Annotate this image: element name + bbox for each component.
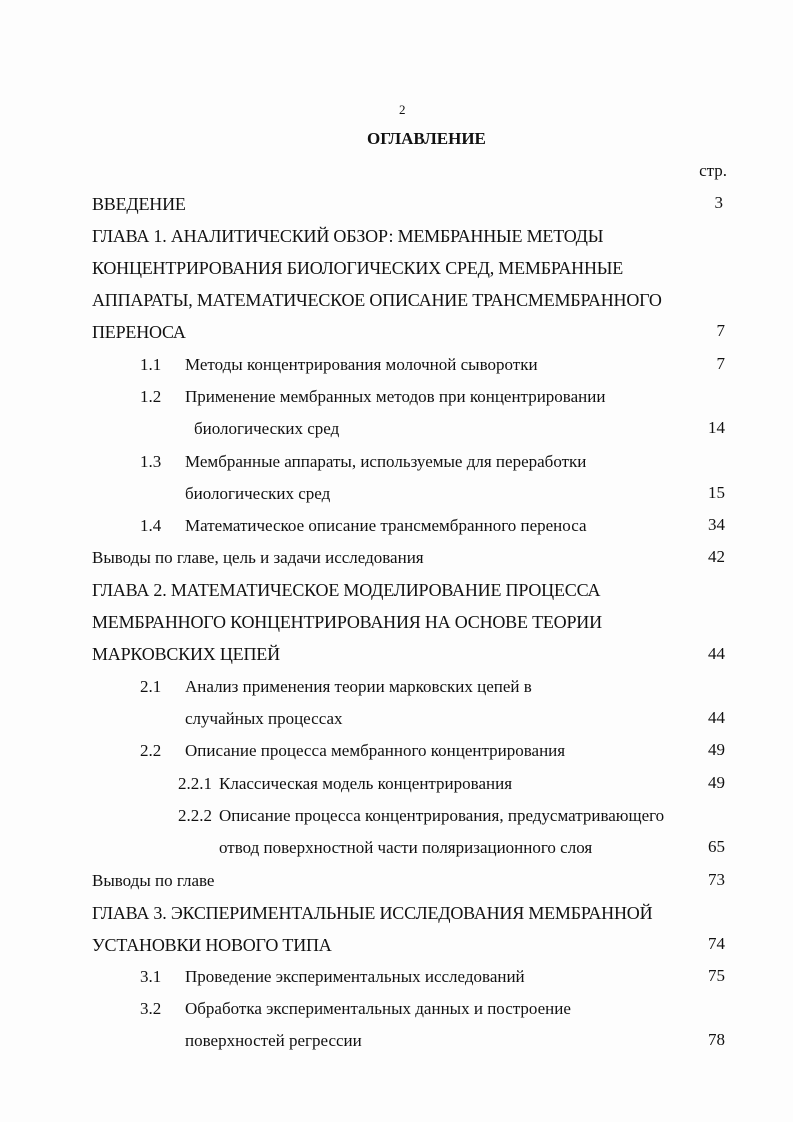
toc-conclusions-chapter-2: Выводы по главе [92,871,215,890]
toc-chapter-3-line-1: ГЛАВА 3. ЭКСПЕРИМЕНТАЛЬНЫЕ ИССЛЕДОВАНИЯ МЕМБРАННОЙ [92,903,653,923]
page-column-label: стр. [699,161,727,180]
toc-section-title: Обработка экспериментальных данных и построение [185,999,571,1018]
toc-subsection-title: Описание процесса концентрирования, предусматривающего [219,806,665,825]
toc-page-conclusions-1: 42 [708,547,725,566]
toc-section-num: 3.2 [140,999,162,1018]
toc-page-conclusions-2: 73 [708,870,725,889]
toc-chapter-2-line-1: ГЛАВА 2. МАТЕМАТИЧЕСКОЕ МОДЕЛИРОВАНИЕ ПРОЦЕССА [92,580,601,600]
toc-section-page: 15 [708,483,725,502]
toc-section-title: Математическое описание трансмембранного переноса [185,516,587,535]
toc-section-num: 2.1 [140,677,162,696]
toc-chapter-1-line-2: КОНЦЕНТРИРОВАНИЯ БИОЛОГИЧЕСКИХ СРЕД, МЕМБРАННЫЕ [92,258,624,278]
toc-subsection-num: 2.2.1 [178,774,212,793]
page-number: 2 [399,102,406,117]
toc-subsection-page: 65 [708,837,725,856]
toc-page-intro: 3 [714,193,723,212]
toc-section-page: 49 [708,740,725,759]
toc-subsection-page: 49 [708,773,725,792]
toc-section-title: Описание процесса мембранного концентрирования [185,741,566,760]
toc-section-num: 2.2 [140,741,162,760]
toc-page-chapter-1: 7 [716,321,725,340]
toc-section-page: 44 [708,708,725,727]
toc-subsection-num: 2.2.2 [178,806,212,825]
toc-page-chapter-3: 74 [708,934,725,953]
toc-chapter-2-line-3: МАРКОВСКИХ ЦЕПЕЙ [92,644,280,664]
toc-section-page: 78 [708,1030,725,1049]
toc-chapter-2-line-2: МЕМБРАННОГО КОНЦЕНТРИРОВАНИЯ НА ОСНОВЕ ТЕОРИИ [92,612,602,632]
toc-subsection-title-cont: отвод поверхностной части поляризационного слоя [219,838,593,857]
toc-section-title-cont: поверхностей регрессии [185,1031,362,1050]
toc-section-page: 14 [708,418,725,437]
toc-section-page: 75 [708,966,725,985]
toc-section-title: Проведение экспериментальных исследований [185,967,525,986]
toc-section-title: Мембранные аппараты, используемые для переработки [185,452,587,471]
toc-page-chapter-2: 44 [708,644,725,663]
toc-section-num: 1.3 [140,452,162,471]
toc-section-title: Анализ применения теории марковских цепей в [185,677,532,696]
toc-section-title: Применение мембранных методов при концентрировании [185,387,606,406]
toc-section-num: 1.2 [140,387,162,406]
toc-section-title-cont: случайных процессах [185,709,343,728]
toc-section-num: 1.1 [140,355,162,374]
toc-subsection-title: Классическая модель концентрирования [219,774,513,793]
toc-section-title-cont: биологических сред [185,484,331,503]
toc-section-page: 7 [716,354,725,373]
toc-section-title: Методы концентрирования молочной сыворотки [185,355,538,374]
toc-conclusions-chapter-1: Выводы по главе, цель и задачи исследования [92,548,424,567]
toc-section-title-cont: биологических сред [194,419,340,438]
toc-entry-intro: ВВЕДЕНИЕ [92,194,186,214]
toc-section-num: 1.4 [140,516,162,535]
toc-section-page: 34 [708,515,725,534]
toc-chapter-3-line-2: УСТАНОВКИ НОВОГО ТИПА [92,935,332,955]
page-title: ОГЛАВЛЕНИЕ [367,129,486,148]
toc-section-num: 3.1 [140,967,162,986]
toc-chapter-1-line-4: ПЕРЕНОСА [92,322,186,342]
toc-chapter-1-line-3: АППАРАТЫ, МАТЕМАТИЧЕСКОЕ ОПИСАНИЕ ТРАНСМЕМБРАННОГО [92,290,662,310]
toc-chapter-1-line-1: ГЛАВА 1. АНАЛИТИЧЕСКИЙ ОБЗОР: МЕМБРАННЫЕ МЕТОДЫ [92,226,604,246]
